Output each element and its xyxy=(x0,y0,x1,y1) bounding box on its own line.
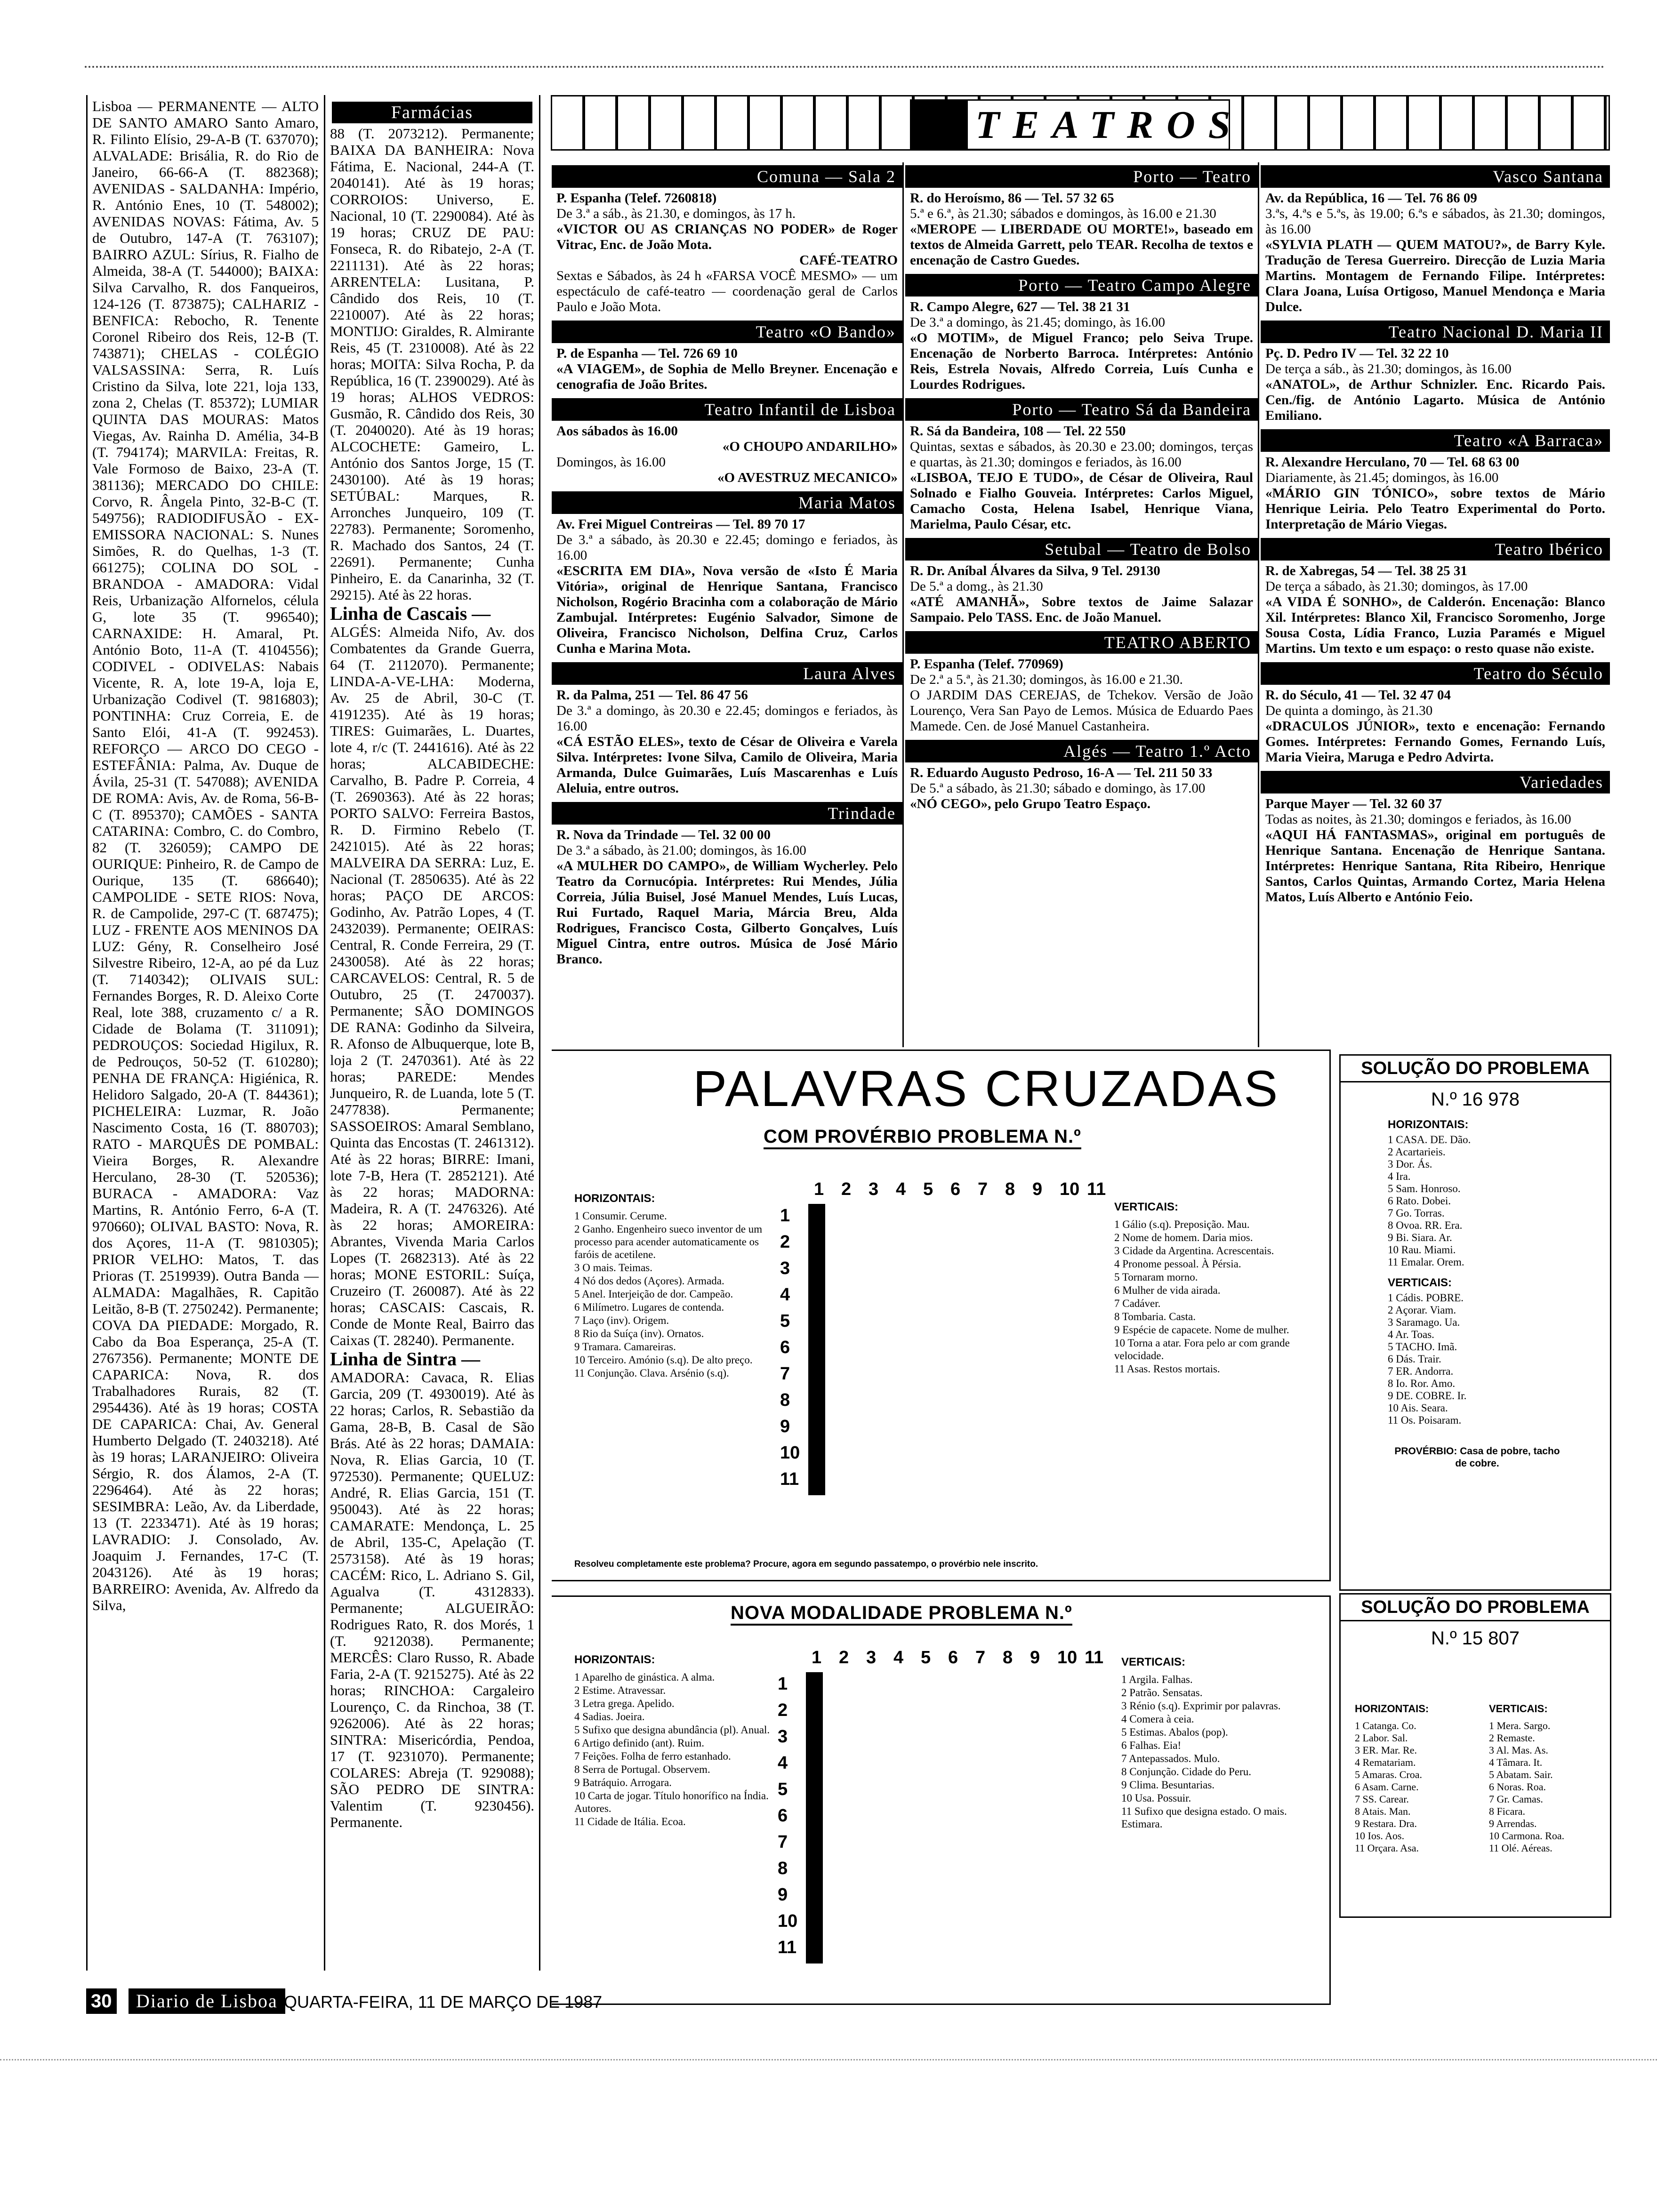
grid-row-number: 4 xyxy=(778,1753,788,1773)
solution-vertical: 3 Al. Mas. As. xyxy=(1489,1744,1548,1756)
grid-cell[interactable] xyxy=(821,1673,822,1699)
theatre-address: Av. Frei Miguel Contreiras — Tel. 89 70 17 xyxy=(556,517,805,532)
solution-horizontal: 8 Atais. Man. xyxy=(1355,1805,1411,1817)
grid-column-number: 3 xyxy=(869,1179,879,1199)
bottom-rule xyxy=(0,2059,1657,2060)
theatre-info-line: «O MOTIM», de Miguel Franco; pelo Seiva Trupe. Encenação de Norberto Barroca. Intérpretes: António Reis, Estrela Novais, Alfredo Correia, Luís Cunha e Lourdes Rodrigues. xyxy=(910,330,1253,392)
theatre-section xyxy=(1261,162,1610,318)
clue-horizontal: 4 Nó dos dedos (Açores). Armada. xyxy=(574,1275,724,1287)
crossword-1-note: Resolveu completamente este problema? Procure, agora em segundo passatempo, o provérbio nele inscrito. xyxy=(574,1559,1038,1569)
solution-horizontal: 1 Catanga. Co. xyxy=(1355,1720,1416,1731)
grid-row-number: 6 xyxy=(778,1806,788,1826)
grid-row-number: 2 xyxy=(780,1232,790,1252)
clue-vertical: 11 Sufixo que designa estado. O mais. Estimara. xyxy=(1121,1805,1287,1830)
grid-row-number: 1 xyxy=(780,1206,790,1226)
solution-horizontal: 2 Acartarieis. xyxy=(1388,1146,1446,1158)
solution-horizontal: 6 Rato. Dobei. xyxy=(1388,1195,1451,1207)
theatre-section xyxy=(905,271,1258,395)
theatre-address: R. Dr. Aníbal Álvares da Silva, 9 Tel. 29130 xyxy=(910,563,1160,578)
teatros-column-2 xyxy=(905,162,1259,1047)
theatre-name: Teatro «A Barraca» xyxy=(1261,429,1610,452)
theatre-info-line: «LISBOA, TEJO E TUDO», de César de Oliveira, Raul Solnado e Fialho Gouveia. Intérpretes: Carlos Miguel, Camacho Costa, Helena Isabel, Henrique Viana, Marielma, Paulo César, etc. xyxy=(910,470,1253,532)
theatre-address: Aos sábados às 16.00 xyxy=(556,424,678,439)
theatre-info-line: De 2.ª a 5.ª, às 21.30; domingos, às 16.00 e 21.30. xyxy=(910,672,1183,687)
theatre-info-line: De quinta a domingo, às 21.30 xyxy=(1265,703,1433,718)
crossword-2-horizontais-label: HORIZONTAIS: xyxy=(574,1653,655,1666)
solution-horizontal: 3 ER. Mar. Re. xyxy=(1355,1744,1417,1756)
theatre-info-line: «MÁRIO GIN TÓNICO», sobre textos de Mário Henrique Leiria. Pelo Teatro Experimental do Porto. Interpretação de Mário Viegas. xyxy=(1265,486,1605,532)
solution-horizontal: 11 Orçara. Asa. xyxy=(1355,1842,1419,1854)
teatros-column-3 xyxy=(1261,162,1610,1047)
theatre-info-line: «CÁ ESTÃO ELES», texto de César de Oliveira e Varela Silva. Intérpretes: Ivone Silva, Camilo de Oliveira, Maria Armanda, Dulce Guimarães, Luís Mascarenhas e Luís Aleluia, entre outros. xyxy=(556,734,898,796)
theatre-name: Maria Matos xyxy=(552,491,902,514)
theatre-section xyxy=(552,162,902,318)
theatre-address: R. de Xabregas, 54 — Tel. 38 25 31 xyxy=(1265,563,1467,578)
crossword-2-title: NOVA MODALIDADE PROBLEMA N.º xyxy=(731,1603,1072,1626)
clue-horizontal: 2 Estime. Atravessar. xyxy=(574,1684,666,1696)
grid-cell[interactable] xyxy=(823,1231,825,1258)
grid-cell[interactable] xyxy=(821,1805,822,1831)
grid-column-number: 2 xyxy=(841,1179,852,1199)
grid-column-number: 4 xyxy=(896,1179,906,1199)
theatre-info-line: CAFÉ-TEATRO xyxy=(799,253,898,268)
clue-horizontal: 8 Rio da Suíça (inv). Ornatos. xyxy=(574,1328,704,1339)
crossword-2-box xyxy=(552,1595,1331,2005)
clue-horizontal: 3 O mais. Teimas. xyxy=(574,1262,652,1274)
theatre-info-line: «MEROPE — LIBERDADE OU MORTE!», baseado em textos de Almeida Garrett, pelo TEAR. Recolha de textos e encenação de Castro Guedes. xyxy=(910,222,1253,268)
clue-horizontal: 5 Anel. Interjeição de dor. Campeão. xyxy=(574,1288,733,1300)
theatre-address: P. Espanha (Telef. 770969) xyxy=(910,657,1063,672)
grid-row-number: 10 xyxy=(780,1443,800,1463)
top-rule xyxy=(85,66,1605,68)
solution-vertical: 8 Ficara. xyxy=(1489,1805,1525,1817)
clue-horizontal: 9 Tramara. Camareiras. xyxy=(574,1341,676,1353)
crossword-1-horizontais-label: HORIZONTAIS: xyxy=(574,1192,655,1205)
theatre-name: Porto — Teatro Sá da Bandeira xyxy=(905,398,1258,421)
theatre-info-line: De 5.ª a sábado, às 21.30; sábado e domingo, às 17.00 xyxy=(910,781,1206,796)
grid-column-number: 8 xyxy=(1005,1179,1015,1199)
theatre-info-line: «O CHOUPO ANDARILHO» xyxy=(722,439,898,454)
clue-vertical: 9 Clima. Besuntarias. xyxy=(1121,1779,1215,1791)
theatre-address: R. do Heroísmo, 86 — Tel. 57 32 65 xyxy=(910,191,1114,206)
solution-1-number: N.º 16 978 xyxy=(1431,1089,1520,1110)
crossword-2-verticais-label: VERTICAIS: xyxy=(1121,1656,1186,1668)
theatre-name: Setubal — Teatro de Bolso xyxy=(905,538,1258,561)
theatre-address: P. Espanha (Telef. 7260818) xyxy=(556,191,717,206)
theatre-address: R. Eduardo Augusto Pedroso, 16-A — Tel. 211 50 33 xyxy=(910,765,1213,780)
grid-column-number: 4 xyxy=(893,1648,904,1667)
clue-vertical: 6 Mulher de vida airada. xyxy=(1114,1284,1221,1296)
grid-column-number: 3 xyxy=(866,1648,877,1667)
grid-row-number: 8 xyxy=(778,1859,788,1878)
grid-column-number: 11 xyxy=(1085,1648,1104,1667)
theatre-info-line: Sextas e Sábados, às 24 h «FARSA VOCÊ MESMO» — um espectáculo de café-teatro — coordenação geral de Carlos Paulo e João Mota. xyxy=(556,268,898,314)
solution-vertical: 9 Arrendas. xyxy=(1489,1818,1537,1829)
theatre-address: R. da Palma, 251 — Tel. 86 47 56 xyxy=(556,688,748,703)
linha-sintra-heading: Linha de Sintra — xyxy=(330,1348,480,1370)
solution-vertical: 2 Remaste. xyxy=(1489,1732,1535,1744)
issue-date: QUARTA-FEIRA, 11 DE MARÇO DE 1987 xyxy=(284,1992,603,2012)
theatre-info-line: De 3.ª a sábado, às 20.30 e 22.45; domingo e feriados, às 16.00 xyxy=(556,532,898,563)
solution-vertical: 6 Dás. Trair. xyxy=(1388,1353,1441,1365)
theatre-name: Teatro Nacional D. Maria II xyxy=(1261,321,1610,343)
theatre-name: Teatro Infantil de Lisboa xyxy=(552,398,902,421)
crossword-2-horizontais xyxy=(574,1653,772,1828)
linha-sintra-text: AMADORA: Cavaca, R. Elias Garcia, 209 (T. 4930019). Até às 22 horas; Carlos, R. Sebastião da Gama, 28-B, B. Casal de São Brás. Até às 22 horas; DAMAIA: Nova, R. Elias Garcia, 10 (T. 972530). Permanente; QUELUZ: André, R. Elias Garcia, 151 (T. 950043). Até às 22 horas; CAMARATE: Mendonça, L. 25 de Abril, 135-C, Apelação (T. 2573158). Até às 19 horas; CACÉM: Rico, L. Adriano S. Gil, Agualva (T. 4312833). Permanente; ALGUEIRÃO: Rodrigues Rato, R. dos Morés, 1 (T. 9212038). Permanente; MERCÊS: Claro Russo, R. Abade Faria, 2-A (T. 9215275). Até às 22 horas; RINCHOA: Cargaleiro Lourenço, C. da Rinchoa, 38 (T. 9262006). Até às 22 horas; SINTRA: Misericórdia, Pendoa, 17 (T. 9231070). Permanente; COLARES: Abreja (T. 929088); SÃO PEDRO DE SINTRA: Valentim (T. 9230456). Permanente. xyxy=(330,1369,534,1830)
solution-1-panel xyxy=(1339,1054,1611,1591)
solution-1-title: SOLUÇÃO DO PROBLEMA xyxy=(1341,1056,1610,1082)
solution-1-horizontais-label: HORIZONTAIS: xyxy=(1388,1118,1469,1131)
theatre-section xyxy=(552,318,902,395)
solution-2-horizontais-label: HORIZONTAIS: xyxy=(1355,1703,1429,1715)
theatre-section xyxy=(552,799,902,970)
solution-vertical: 4 Tâmara. It. xyxy=(1489,1756,1543,1768)
grid-row-number: 5 xyxy=(778,1779,788,1799)
solution-horizontal: 3 Dor. Ás. xyxy=(1388,1158,1432,1170)
farmacias-title: Farmácias xyxy=(332,102,532,123)
grid-column-number: 2 xyxy=(839,1648,849,1667)
theatre-info-line: De terça a sáb., às 21.30; domingos, às 16.00 xyxy=(1265,361,1512,377)
theatre-info-line: «ANATOL», de Arthur Schnizler. Enc. Ricardo Pais. Cen./fig. de António Lagarto. Música de António Emiliano. xyxy=(1265,377,1605,423)
grid-cell[interactable] xyxy=(821,1779,822,1805)
theatre-section xyxy=(905,162,1258,271)
clue-vertical: 8 Tombaria. Casta. xyxy=(1114,1311,1196,1322)
solution-vertical: 9 DE. COBRE. Ir. xyxy=(1388,1390,1467,1402)
clue-horizontal: 10 Carta de jogar. Título honorífico na Índia. Autores. xyxy=(574,1790,769,1814)
theatre-address: R. Campo Alegre, 627 — Tel. 38 21 31 xyxy=(910,299,1130,314)
clue-horizontal: 6 Milímetro. Lugares de contenda. xyxy=(574,1301,724,1313)
grid-row-number: 3 xyxy=(780,1258,790,1278)
clue-horizontal: 8 Serra de Portugal. Observem. xyxy=(574,1763,710,1775)
grid-column-number: 10 xyxy=(1057,1648,1078,1667)
solution-horizontal: 5 Amaras. Croa. xyxy=(1355,1769,1422,1780)
grid-column-number: 6 xyxy=(948,1648,958,1667)
grid-column-number: 7 xyxy=(975,1648,986,1667)
theatre-info-line: O JARDIM DAS CEREJAS, de Tchekov. Versão de João Lourenço, Vera San Payo de Lemos. Música de Eduardo Paes Mamede. Cen. de José Manuel Castanheira. xyxy=(910,688,1253,734)
solution-vertical: 11 Olé. Aéreas. xyxy=(1489,1842,1552,1854)
solution-horizontal: 9 Bi. Siara. Ar. xyxy=(1388,1232,1452,1243)
clue-vertical: 7 Antepassados. Mulo. xyxy=(1121,1753,1220,1764)
grid-row-number: 7 xyxy=(780,1364,790,1384)
solution-vertical: 10 Carmona. Roa. xyxy=(1489,1830,1565,1842)
theatre-section xyxy=(905,737,1258,815)
grid-row-number: 9 xyxy=(780,1417,790,1436)
solution-vertical: 5 Abatam. Sair. xyxy=(1489,1769,1553,1780)
theatre-info-line: De terça a sábado, às 21.30; domingos, às 17.00 xyxy=(1265,579,1528,594)
clue-horizontal: 4 Sadias. Joeira. xyxy=(574,1711,645,1723)
clue-vertical: 5 Estimas. Abalos (pop). xyxy=(1121,1726,1228,1738)
grid-cell[interactable] xyxy=(823,1442,825,1468)
linha-cascais-text: ALGÉS: Almeida Nifo, Av. dos Combatentes da Grande Guerra, 64 (T. 2112070). Permanente; LINDA-A-VE-LHA: Moderna, Av. 25 de Abril, 30-C (T. 4191235). Até às 19 horas; TIRES: Guimarães, L. Duartes, lote 4, r/c (T. 2441616). Até às 22 horas; ALCABIDECHE: Carvalho, B. Padre P. Correia, 4 (T. 2690363). Até às 22 horas; PORTO SALVO: Ferreira Bastos, R. D. Firmino Rebelo (T. 2421015). Até às 22 horas; MALVEIRA DA SERRA: Luz, E. Nacional (T. 2850635). Até às 22 horas; PAÇO DE ARCOS: Godinho, Av. Patrão Lopes, 4 (T. 2432039). Permanente; OEIRAS: Central, R. Conde Ferreira, 29 (T. 2430058). Até às 22 horas; CARCAVELOS: Central, R. 5 de Outubro, 25 (T. 2470037). Permanente; SÃO DOMINGOS DE RANA: Godinho da Silveira, R. Afonso de Albuquerque, lote B, loja 2 (T. 2470361). Até às 22 horas; PAREDE: Mendes Junqueiro, R. de Luanda, lote 5 (T. 2477838). Permanente; SASSOEIROS: Amaral Semblano, Quinta das Encostas (T. 2461312). Até às 22 horas; BIRRE: Imani, lote 7-B, Hera (T. 2852121). Até às 22 horas; MADORNA: Madeira, R. A (T. 2476326). Até às 22 horas; AMOREIRA: Abrantes, Vivenda Maria Carlos Lopes (T. 2682313). Até às 22 horas; MONE ESTORIL: Suíça, Cruzeiro (T. 260087). Até às 22 horas; CASCAIS: Cascais, R. Conde de Monte Real, Bairro das Caixas (T. 28240). Permanente. xyxy=(330,624,534,1348)
clue-horizontal: 7 Laço (inv). Origem. xyxy=(574,1314,669,1326)
theatre-section xyxy=(1261,318,1610,426)
theatre-info-line: 5.ª e 6.ª, às 21.30; sábados e domingos, às 16.00 e 21.30 xyxy=(910,206,1216,221)
theatre-name: Teatro do Século xyxy=(1261,662,1610,685)
theatre-info-line: Todas as noites, às 21.30; domingos e feriados, às 16.00 xyxy=(1265,812,1571,827)
theatre-section xyxy=(1261,535,1610,659)
solution-vertical: 10 Ais. Seara. xyxy=(1388,1402,1448,1414)
pharmacy-column-right xyxy=(324,95,540,1971)
theatre-info-line: «NÓ CEGO», pelo Grupo Teatro Espaço. xyxy=(910,796,1151,811)
solution-2-panel xyxy=(1339,1593,1611,1918)
solution-vertical: 7 ER. Andorra. xyxy=(1388,1365,1454,1377)
solution-vertical: 1 Mera. Sargo. xyxy=(1489,1720,1551,1731)
solution-horizontal: 9 Restara. Dra. xyxy=(1355,1818,1417,1829)
theatre-info-line: «SYLVIA PLATH — QUEM MATOU?», de Barry Kyle. Tradução de Teresa Guerreiro. Direcção de Luzia Maria Martins. Montagem de Fernando Filipe. Intérpretes: Clara Joana, Luísa Ortigoso, Manuel Mendonça e Maria Dulce. xyxy=(1265,237,1605,314)
footer xyxy=(86,1988,792,2017)
grid-column-number: 7 xyxy=(978,1179,988,1199)
clue-vertical: 4 Comera à ceia. xyxy=(1121,1713,1194,1725)
theatre-section xyxy=(552,659,902,799)
theatre-section xyxy=(552,489,902,659)
clue-horizontal: 11 Cidade de Itália. Ecoa. xyxy=(574,1816,686,1827)
grid-column-number: 8 xyxy=(1003,1648,1013,1667)
solution-horizontal: 5 Sam. Honroso. xyxy=(1388,1183,1461,1194)
theatre-info-line: Domingos, às 16.00 xyxy=(556,455,666,470)
clue-horizontal: 3 Letra grega. Apelido. xyxy=(574,1698,675,1709)
crossword-1-verticais xyxy=(1114,1201,1321,1376)
solution-vertical: 3 Saramago. Ua. xyxy=(1388,1316,1460,1328)
theatre-name: Porto — Teatro xyxy=(905,165,1258,188)
clue-horizontal: 9 Batráquio. Arrogara. xyxy=(574,1777,672,1788)
theatre-info-line: «AQUI HÁ FANTASMAS», original em português de Henrique Santana. Encenação de Henrique Santana. Intérpretes: Henrique Santana, Rita Ribeiro, Henrique Santos, Carlos Quintas, Armando Cortez, Maria Helena Matos, Luís Alberto e António Feio. xyxy=(1265,827,1605,905)
farmacias-outra-banda-text: 88 (T. 2073212). Permanente; BAIXA DA BANHEIRA: Nova Fátima, E. Nacional, 244-A (T. 2040141). Até às 19 horas; CORROIOS: Universo, E. Nacional, 10 (T. 2290084). Até às 19 horas; CRUZ DE PAU: Fonseca, R. do Ribatejo, 2-A (T. 2211131). Até às 22 horas; ARRENTELA: Lusitana, P. Cândido dos Reis, 10 (T. 2210007). Até às 22 horas; MONTIJO: Giraldes, R. Almirante Reis, 45 (T. 2310008). Até às 22 horas; MOITA: Silva Rocha, P. da República, 16 (T. 2390029). Até às 19 horas; ALHOS VEDROS: Gusmão, R. Cândido dos Reis, 30 (T. 2040020). Até às 19 horas; ALCOCHETE: Gameiro, L. António dos Santos Jorge, 15 (T. 2430100). Até às 19 horas; SETÚBAL: Marques, R. Arronches Junqueiro, 109 (T. 22783). Permanente; Soromenho, R. Machado dos Santos, 24 (T. 22691). Permanente; Cunha Pinheiro, E. da Canarinha, 32 (T. 29215). Até às 22 horas. xyxy=(330,125,534,603)
grid-row-number: 7 xyxy=(778,1832,788,1852)
solution-2-title: SOLUÇÃO DO PROBLEMA xyxy=(1341,1595,1610,1621)
grid-row-number: 4 xyxy=(780,1285,790,1305)
solution-1-proverbio: PROVÉRBIO: Casa de pobre, tacho de cobre. xyxy=(1394,1446,1560,1469)
solution-vertical: 2 Açorar. Viam. xyxy=(1388,1304,1456,1316)
page-number: 30 xyxy=(86,1988,117,2014)
grid-column-number: 1 xyxy=(814,1179,824,1199)
theatre-info-line: «A VIAGEM», de Sophia de Mello Breyner. Encenação e cenografia de João Brites. xyxy=(556,361,898,392)
clue-horizontal: 11 Conjunção. Clava. Arsénio (s.q). xyxy=(574,1367,729,1379)
solution-vertical: 7 Gr. Camas. xyxy=(1489,1793,1543,1805)
clue-horizontal: 5 Sufixo que designa abundância (pl). Anual. xyxy=(574,1724,770,1736)
grid-cell[interactable] xyxy=(821,1884,822,1910)
clue-vertical: 5 Tornaram morno. xyxy=(1114,1271,1198,1283)
grid-row-number: 5 xyxy=(780,1311,790,1331)
clue-vertical: 8 Conjunção. Cidade do Peru. xyxy=(1121,1766,1251,1778)
crossword-1-verticais-label: VERTICAIS: xyxy=(1114,1201,1179,1213)
solution-horizontal: 10 Ios. Aos. xyxy=(1355,1830,1405,1842)
grid-cell[interactable] xyxy=(821,1910,822,1937)
theatre-section xyxy=(905,395,1258,535)
solution-vertical: 4 Ar. Toas. xyxy=(1388,1329,1434,1340)
clue-vertical: 6 Falhas. Eia! xyxy=(1121,1739,1182,1751)
clue-vertical: 3 Rénio (s.q). Exprimir por palavras. xyxy=(1121,1700,1281,1712)
grid-row-number: 8 xyxy=(780,1390,790,1410)
solution-horizontal: 2 Labor. Sal. xyxy=(1355,1732,1408,1744)
solution-vertical: 6 Noras. Roa. xyxy=(1489,1781,1546,1793)
theatre-info-line: «ESCRITA EM DIA», Nova versão de «Isto É Maria Vitória», original de Henrique Santana, Francisco Nicholson, Rogério Bracinha com a colaboração de Mário Zambujal. Intérpretes: Eugénio Salvador, Simone de Oliveira, Francisco Nicholson, Delfina Cruz, Carlos Cunha e Marina Mota. xyxy=(556,563,898,656)
clue-vertical: 9 Espécie de capacete. Nome de mulher. xyxy=(1114,1324,1289,1336)
theatre-section xyxy=(552,395,902,489)
theatre-info-line: «O AVESTRUZ MECANICO» xyxy=(717,470,898,485)
solution-2-number: N.º 15 807 xyxy=(1431,1628,1520,1649)
teatros-column-1 xyxy=(552,162,904,1047)
grid-cell[interactable] xyxy=(823,1258,825,1284)
grid-row-number: 2 xyxy=(778,1700,788,1720)
theatre-name: Laura Alves xyxy=(552,662,902,685)
grid-cell[interactable] xyxy=(823,1284,825,1310)
grid-cell[interactable] xyxy=(823,1416,825,1442)
theatre-name: Comuna — Sala 2 xyxy=(552,165,902,188)
theatre-info-line: De 3.ª a sábado, às 21.00; domingos, às 16.00 xyxy=(556,843,806,858)
theatre-name: Trindade xyxy=(552,802,902,825)
theatre-info-line: De 5.ª a domg., às 21.30 xyxy=(910,579,1043,594)
theatre-section xyxy=(905,535,1258,628)
solution-vertical: 11 Os. Poisaram. xyxy=(1388,1414,1462,1426)
solution-2-verticais-label: VERTICAIS: xyxy=(1489,1703,1548,1715)
theatre-name: Variedades xyxy=(1261,771,1610,793)
theatre-info-line: Quintas, sextas e sábados, às 20.30 e 23.00; domingos, terças e quartas, às 21.30; domingos e feriados, às 16.00 xyxy=(910,439,1253,470)
clue-vertical: 3 Cidade da Argentina. Acrescentais. xyxy=(1114,1245,1274,1257)
theatre-address: R. Sá da Bandeira, 108 — Tel. 22 550 xyxy=(910,424,1126,439)
grid-column-number: 5 xyxy=(921,1648,931,1667)
crossword-2-verticais xyxy=(1121,1656,1328,1831)
grid-column-number: 1 xyxy=(812,1648,822,1667)
solution-vertical: 8 Io. Ror. Amo. xyxy=(1388,1378,1456,1389)
theatre-info-line: De 3.ª a domingo, às 20.30 e 22.45; domingos e feriados, às 16.00 xyxy=(556,703,898,734)
theatre-address: Av. da República, 16 — Tel. 76 86 09 xyxy=(1265,191,1477,206)
newspaper-name: Diario de Lisboa xyxy=(129,1988,285,2014)
solution-1-verticais-label: VERTICAIS: xyxy=(1388,1276,1452,1289)
solution-vertical: 5 TACHO. Imã. xyxy=(1388,1341,1457,1353)
grid-column-number: 9 xyxy=(1030,1648,1040,1667)
theatre-name: Porto — Teatro Campo Alegre xyxy=(905,274,1258,297)
grid-row-number: 11 xyxy=(780,1469,799,1489)
crossword-1-title: COM PROVÉRBIO PROBLEMA N.º xyxy=(764,1126,1081,1149)
theatre-info-line: 3.ªs, 4.ªs e 5.ªs, às 19.00; 6.ªs e sábados, às 21.30; domingos, às 16.00 xyxy=(1265,206,1605,237)
clue-horizontal: 7 Feições. Folha de ferro estanhado. xyxy=(574,1750,731,1762)
clue-vertical: 10 Usa. Possuir. xyxy=(1121,1792,1191,1804)
grid-row-number: 6 xyxy=(780,1338,790,1357)
grid-cell[interactable] xyxy=(821,1858,822,1884)
teatros-logo-block xyxy=(910,99,966,150)
clue-vertical: 10 Torna a atar. Fora pelo ar com grande velocidade. xyxy=(1114,1337,1290,1362)
clue-horizontal: 6 Artigo definido (ant). Ruim. xyxy=(574,1737,704,1749)
pharmacy-column-left xyxy=(86,95,322,1971)
theatre-address: R. Nova da Trindade — Tel. 32 00 00 xyxy=(556,827,771,842)
theatre-info-line: De 3.ª a domingo, às 21.45; domingo, às 16.00 xyxy=(910,315,1166,330)
theatre-name: Vasco Santana xyxy=(1261,165,1610,188)
grid-cell[interactable] xyxy=(821,1699,822,1726)
crossword-1-box xyxy=(552,1050,1331,1581)
solution-horizontal: 1 CASA. DE. Dão. xyxy=(1388,1134,1471,1146)
solution-horizontal: 4 Rematariam. xyxy=(1355,1756,1416,1768)
grid-cell-black[interactable] xyxy=(823,1468,825,1495)
teatros-header xyxy=(551,95,1610,151)
theatre-info-line: Diariamente, às 21.45; domingos, às 16.00 xyxy=(1265,470,1499,485)
theatre-info-line: «A MULHER DO CAMPO», de William Wycherley. Pelo Teatro da Cornucópia. Intérpretes: Rui Mendes, Júlia Correia, Júlia Buisel, José Manuel Mendes, Luís Lucas, Rui Furtado, Raquel Maria, Márcia Breu, Alda Rodrigues, Francisco Costa, Gilberto Gonçalves, Luís Miguel Cintra, entre outros. Música de José Mário Branco. xyxy=(556,858,898,967)
theatre-address: R. Alexandre Herculano, 70 — Tel. 68 63 00 xyxy=(1265,455,1520,470)
teatros-title: TEATROS xyxy=(966,99,1230,150)
solution-horizontal: 4 Ira. xyxy=(1388,1170,1411,1182)
theatre-address: R. do Século, 41 — Tel. 32 47 04 xyxy=(1265,688,1451,703)
palavras-cruzadas-logo: PALAVRAS CRUZADAS xyxy=(693,1060,1280,1117)
grid-cell[interactable] xyxy=(823,1363,825,1389)
grid-column-number: 5 xyxy=(923,1179,933,1199)
theatre-address: P. de Espanha — Tel. 726 69 10 xyxy=(556,346,738,361)
theatre-name: TEATRO ABERTO xyxy=(905,631,1258,654)
theatre-name: Teatro Ibérico xyxy=(1261,538,1610,561)
grid-row-number: 10 xyxy=(778,1911,798,1931)
clue-vertical: 2 Nome de homem. Daria mios. xyxy=(1114,1232,1253,1243)
theatre-section xyxy=(1261,426,1610,535)
grid-cell[interactable] xyxy=(823,1389,825,1416)
theatre-name: Algés — Teatro 1.º Acto xyxy=(905,740,1258,762)
solution-vertical: 1 Cádis. POBRE. xyxy=(1388,1292,1464,1304)
clue-horizontal: 10 Terceiro. Amónio (s.q). De alto preço. xyxy=(574,1354,753,1366)
theatre-section xyxy=(1261,768,1610,908)
crossword-1-horizontais xyxy=(574,1192,772,1380)
theatre-info-line: «ATÉ AMANHÃ», Sobre textos de Jaime Salazar Sampaio. Pelo TASS. Enc. de João Manuel. xyxy=(910,594,1253,625)
grid-cell[interactable] xyxy=(821,1831,822,1858)
solution-horizontal: 7 Go. Torras. xyxy=(1388,1207,1445,1219)
grid-row-number: 3 xyxy=(778,1727,788,1747)
theatre-address: Pç. D. Pedro IV — Tel. 32 22 10 xyxy=(1265,346,1449,361)
clue-vertical: 11 Asas. Restos mortais. xyxy=(1114,1363,1220,1375)
theatre-section xyxy=(905,628,1258,737)
grid-column-number: 11 xyxy=(1087,1179,1106,1199)
theatre-name: Teatro «O Bando» xyxy=(552,321,902,343)
theatre-address: Parque Mayer — Tel. 32 60 37 xyxy=(1265,796,1442,811)
theatre-info-line: «A VIDA É SONHO», de Calderón. Encenação: Blanco Xil. Intérpretes: Blanco Xil, Francisco Soromenho, Jorge Sousa Costa, Lídia Franco, Luzia Paramés e Miguel Martins. Um texto e um espaço: o resto quase não existe. xyxy=(1265,594,1605,656)
grid-row-number: 11 xyxy=(778,1938,797,1957)
grid-cell[interactable] xyxy=(821,1752,822,1779)
pharmacy-list-lisboa: Lisboa — PERMANENTE — ALTO DE SANTO AMARO Santo Amaro, R. Filinto Elísio, 29-A-B (T. 637070); ALVALADE: Brisália, R. do Rio de Janeiro, 66-66-A (T. 882368); AVENIDAS - SALDANHA: Império, R. António Enes, 10 (T. 548002); AVENIDAS NOVAS: Fátima, Av. 5 de Outubro, 147-A (T. 763107); BAIRRO AZUL: Sírius, R. Fialho de Almeida, 38-A (T. 544000); BAIXA: Silva Carvalho, R. dos Fanqueiros, 124-126 (T. 873875); CALHARIZ - BENFICA: Rebocho, R. Tenente Coronel Ribeiro dos Reis, 12-B (T. 743871); CHELAS - COLÉGIO VALSASSINA: Serra, R. Luís Cristino da Silva, lote 221, loja 133, zona 2, Chelas (T. 85372); LUMIAR QUINTA DAS MOURAS: Matos Viegas, Av. Rainha D. Amélia, 34-B (T. 794174); MARVILA: Freitas, R. Vale Formoso de Baixo, 23-A (T. 381136); MERCADO DO CHILE: Corvo, R. Ângela Pinto, 32-B-C (T. 549756); RADIODIFUSÃO - EX-EMISSORA NACIONAL: S. Nunes Simões, R. do Quelhas, 1-3 (T. 661275); COLINA DO SOL - BRANDOA - AMADORA: Vidal Reis, Urbanização Alfornelos, célula G, lote 35 (T. 996540); CARNAXIDE: H. Amaral, Pt. António Boto, 11-A (T. 4104556); CODIVEL - ODIVELAS: Nabais Vicente, R. A, lote 19-A, loja E, Urbanização Codivel (T. 9816803); PONTINHA: Cruz Correia, E. de Santo Elói, 41-A (T. 992453). REFORÇO — ARCO DO CEGO - ESTEFÂNIA: Palma, Av. Duque de Ávila, 25-31 (T. 547088); AVENIDA DE ROMA: Avis, Av. de Roma, 56-B-C (T. 895370); CAMÕES - SANTA CATARINA: Combro, C. do Combro, 82 (T. 326059); CAMPO DE OURIQUE: Pinheiro, R. de Campo de Ourique, 135 (T. 686640); CAMPOLIDE - SETE RIOS: Nova, R. de Campolide, 297-C (T. 687475); LUZ - FRENTE AOS MENINOS DA LUZ: Gény, R. Conselheiro José Silvestre Ribeiro, 12-A, ao pé da Luz (T. 7140342); OLIVAIS SUL: Fernandes Borges, R. D. Aleixo Corte Real, lote 388, cruzamento c/ a R. Cidade de Bolama (T. 311091); PEDROUÇOS: Sociedad Higilux, R. de Pedrouços, 50-52 (T. 610280); PENHA DE FRANÇA: Higiénica, R. Helidoro Salgado, 20-A (T. 844361); PICHELEIRA: Luzmar, R. João Nascimento Costa, 16 (T. 880703); RATO - MARQUÊS DE POMBAL: Vieira Borges, R. Alexandre Herculano, 28-30 (T. 520536); BURACA - AMADORA: Vaz Martins, R. António Ferro, 6-A (T. 970660); OLIVAL BASTO: Nova, R. dos Açores, 11-A (T. 9810305); PRIOR VELHO: Matos, T. das Prioras (T. 2519939). Outra Banda — ALMADA: Magalhães, R. Capitão Leitão, 8-B (T. 2750242). Permanente; COVA DA PIEDADE: Morgado, R. Cabo da Boa Esperança, 25-A (T. 2767356). Permanente; MONTE DE CAPARICA: Nova, R. dos Trabalhadores Rurais, 82 (T. 2954436). Até às 19 horas; COSTA DE CAPARICA: Chai, Av. General Humberto Delgado (T. 2403218). Até às 19 horas; LARANJEIRO: Oliveira Sérgio, R. dos Álamos, 2-A (T. 2296464). Até às 22 horas; SESIMBRA: Leão, Av. da Liberdade, 13 (T. 2233471). Até às 19 horas; LAVRADIO: J. Consolado, Av. Joaquim J. Fernandes, 17-C (T. 2043126). Até às 19 horas; BARREIRO: Avenida, Av. Alfredo da Silva, xyxy=(92,98,319,1613)
solution-horizontal: 8 Ovoa. RR. Era. xyxy=(1388,1219,1463,1231)
grid-column-number: 10 xyxy=(1060,1179,1080,1199)
grid-cell[interactable] xyxy=(823,1205,825,1231)
grid-cell[interactable] xyxy=(821,1726,822,1752)
grid-cell-black[interactable] xyxy=(823,1310,825,1337)
theatre-info-line: De 3.ª a sáb., às 21.30, e domingos, às 17 h. xyxy=(556,206,796,221)
clue-horizontal: 1 Aparelho de ginástica. A alma. xyxy=(574,1671,715,1683)
theatre-info-line: «DRACULOS JÚNIOR», texto e encenação: Fernando Gomes. Intérpretes: Fernando Gomes, Fernando Luís, Maria Vieira, Maruga e Pedro Advirta. xyxy=(1265,719,1605,765)
clue-vertical: 7 Cadáver. xyxy=(1114,1298,1161,1309)
clue-vertical: 4 Pronome pessoal. À Pérsia. xyxy=(1114,1258,1241,1270)
grid-row-number: 1 xyxy=(778,1674,788,1694)
solution-horizontal: 11 Emalar. Orem. xyxy=(1388,1256,1464,1268)
solution-horizontal: 7 SS. Carear. xyxy=(1355,1793,1409,1805)
clue-vertical: 1 Gálio (s.q). Preposição. Mau. xyxy=(1114,1218,1250,1230)
clue-horizontal: 1 Consumir. Cerume. xyxy=(574,1210,667,1222)
clue-horizontal: 2 Ganho. Engenheiro sueco inventor de um processo para acender automaticamente os faróis de acetilene. xyxy=(574,1223,763,1260)
solution-horizontal: 6 Asam. Carne. xyxy=(1355,1781,1419,1793)
clue-vertical: 2 Patrão. Sensatas. xyxy=(1121,1687,1203,1699)
grid-cell[interactable] xyxy=(821,1937,822,1963)
grid-column-number: 9 xyxy=(1032,1179,1043,1199)
grid-cell[interactable] xyxy=(823,1337,825,1363)
linha-cascais-heading: Linha de Cascais — xyxy=(330,603,491,624)
theatre-info-line: «VICTOR OU AS CRIANÇAS NO PODER» de Roger Vitrac, Enc. de João Mota. xyxy=(556,222,898,252)
grid-row-number: 9 xyxy=(778,1885,788,1905)
grid-column-number: 6 xyxy=(950,1179,961,1199)
theatre-section xyxy=(1261,659,1610,768)
clue-vertical: 1 Argila. Falhas. xyxy=(1121,1674,1193,1685)
solution-horizontal: 10 Rau. Miami. xyxy=(1388,1244,1456,1256)
